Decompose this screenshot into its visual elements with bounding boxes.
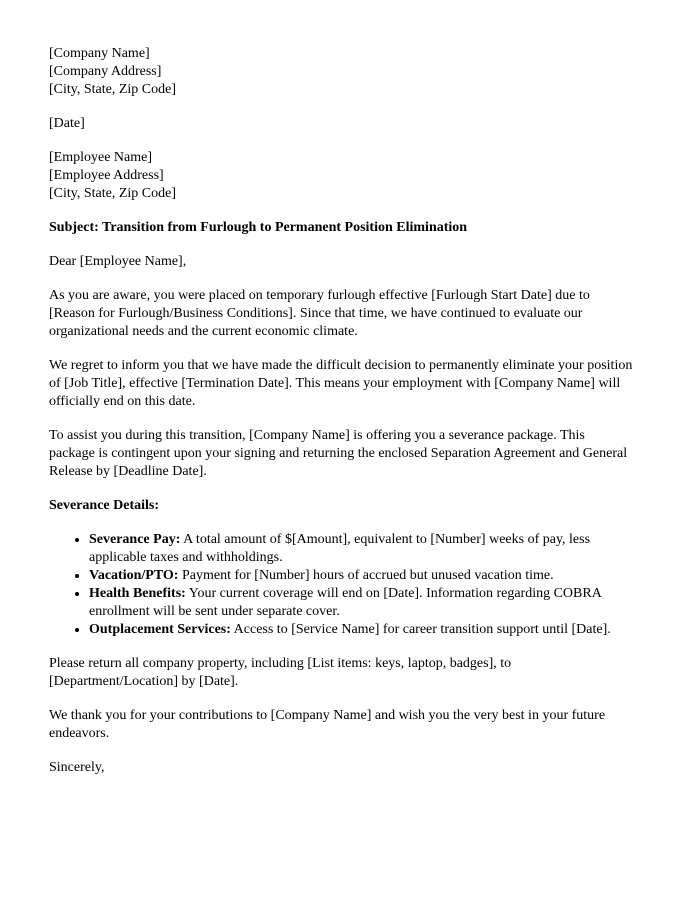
date-line: [Date] (49, 116, 85, 131)
signoff: Sincerely, (49, 760, 105, 775)
severance-details-list (49, 531, 634, 639)
recipient-name: [Employee Name] (49, 150, 153, 165)
list-item-vacation-pto (89, 567, 634, 585)
bullet-text: Payment for [Number] hours of accrued but unused vacation time. (178, 568, 554, 583)
sender-address-block (49, 45, 634, 99)
bullet-text: A total amount of $[Amount], equivalent to [Number] weeks of pay, less applicable taxes and withholdings. (89, 532, 591, 565)
sender-company-address: [Company Address] (49, 64, 162, 79)
bullet-label: Outplacement Services: (89, 622, 231, 637)
recipient-city-state-zip: [City, State, Zip Code] (49, 186, 177, 201)
subject-line: Subject: Transition from Furlough to Permanent Position Elimination (49, 220, 468, 235)
list-item-severance-pay (89, 531, 634, 567)
body-paragraph-furlough-background: As you are aware, you were placed on temporary furlough effective [Furlough Start Date] due to [Reason for Furlough/Business Conditions]. Since that time, we have continued to evaluate our organizational needs and the current economic climate. (49, 288, 590, 339)
bullet-label: Severance Pay: (89, 532, 181, 547)
sender-company-name: [Company Name] (49, 46, 150, 61)
salutation: Dear [Employee Name], (49, 254, 187, 269)
body-paragraph-property-return: Please return all company property, including [List items: keys, laptop, badges], to [Department/Location] by [Date]. (49, 656, 512, 689)
sender-city-state-zip: [City, State, Zip Code] (49, 82, 177, 97)
bullet-text: Access to [Service Name] for career transition support until [Date]. (230, 622, 611, 637)
bullet-text: Your current coverage will end on [Date]. Information regarding COBRA enrollment will be sent under separate cover. (89, 586, 602, 619)
severance-details-heading: Severance Details: (49, 498, 160, 513)
bullet-label: Health Benefits: (89, 586, 186, 601)
body-paragraph-severance-offer: To assist you during this transition, [Company Name] is offering you a severance package. This package is contingent upon your signing and returning the enclosed Separation Agreement and General Release by [Deadline Date]. (49, 428, 628, 479)
recipient-address: [Employee Address] (49, 168, 164, 183)
recipient-address-block (49, 149, 634, 203)
list-item-health-benefits (89, 585, 634, 621)
body-paragraph-thank-you: We thank you for your contributions to [Company Name] and wish you the very best in your future endeavors. (49, 708, 606, 741)
body-paragraph-position-elimination: We regret to inform you that we have made the difficult decision to permanently eliminate your position of [Job Title], effective [Termination Date]. This means your employment with [Company Name] will officially end on this date. (49, 358, 633, 409)
list-item-outplacement-services (89, 621, 634, 639)
bullet-label: Vacation/PTO: (89, 568, 179, 583)
